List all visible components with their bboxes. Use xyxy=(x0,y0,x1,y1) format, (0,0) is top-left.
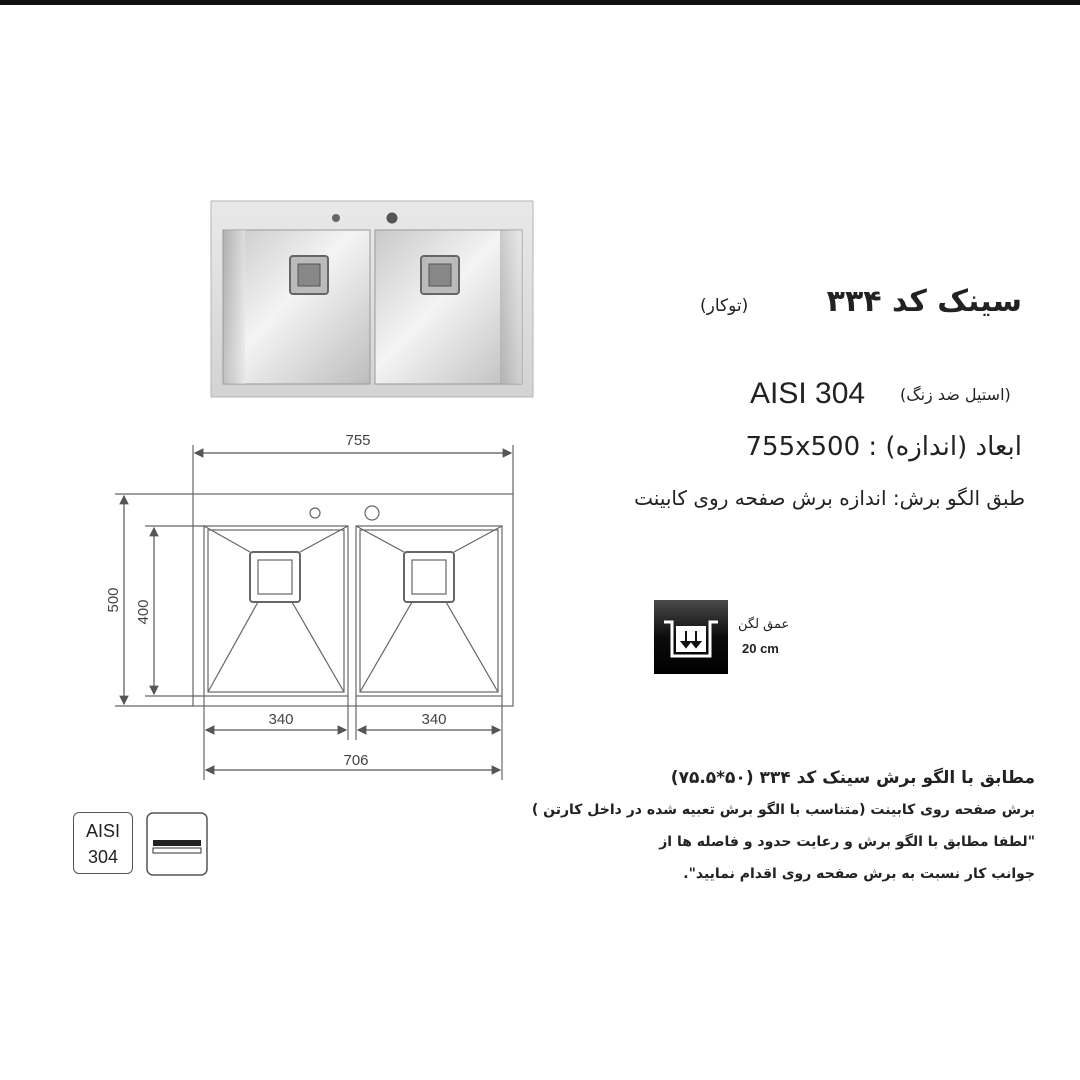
bowl-depth-icon xyxy=(654,600,728,674)
material-note: (استیل ضد زنگ) xyxy=(900,385,1011,404)
note-line-4: جوانب کار نسبت به برش صفحه روی اقدام نمایید". xyxy=(683,866,1035,882)
dim-cut-width: 706 xyxy=(343,752,369,769)
cut-pattern-line: طبق الگو برش: اندازه برش صفحه روی کابینت xyxy=(634,486,1025,510)
depth-label: عمق لگن xyxy=(738,617,790,632)
mount-type: (توکار) xyxy=(700,296,749,316)
aisi-badge xyxy=(73,812,133,874)
dim-inner-height: 400 xyxy=(135,599,152,625)
technical-drawing xyxy=(100,420,530,790)
dimensions-line: ابعاد (اندازه) : 755x500 xyxy=(745,432,1022,462)
dim-height: 500 xyxy=(105,587,122,613)
note-line-2: برش صفحه روی کابینت (متناسب با الگو برش تعبیه شده در داخل کارتن ) xyxy=(531,802,1035,818)
thickness-icon xyxy=(146,812,208,876)
depth-value: 20 cm xyxy=(742,641,779,656)
product-title: سینک کد ۳۳۴ xyxy=(826,284,1022,319)
aisi-badge-line2: 304 xyxy=(87,847,119,867)
dim-bowl-left: 340 xyxy=(268,711,294,728)
dim-width: 755 xyxy=(345,432,371,449)
material-code: AISI 304 xyxy=(750,377,866,410)
top-border xyxy=(0,0,1080,5)
aisi-badge-line1: AISI xyxy=(85,821,120,841)
dim-bowl-right: 340 xyxy=(421,711,447,728)
note-line-3: "لطفا مطابق با الگو برش و رعایت حدود و فاصله ها از xyxy=(659,834,1035,850)
note-line-1: مطابق با الگو برش سینک کد ۳۳۴ (۵۰*۷۵.۵) xyxy=(670,768,1035,788)
sink-photo xyxy=(210,200,534,398)
cutting-notes xyxy=(475,762,1035,890)
